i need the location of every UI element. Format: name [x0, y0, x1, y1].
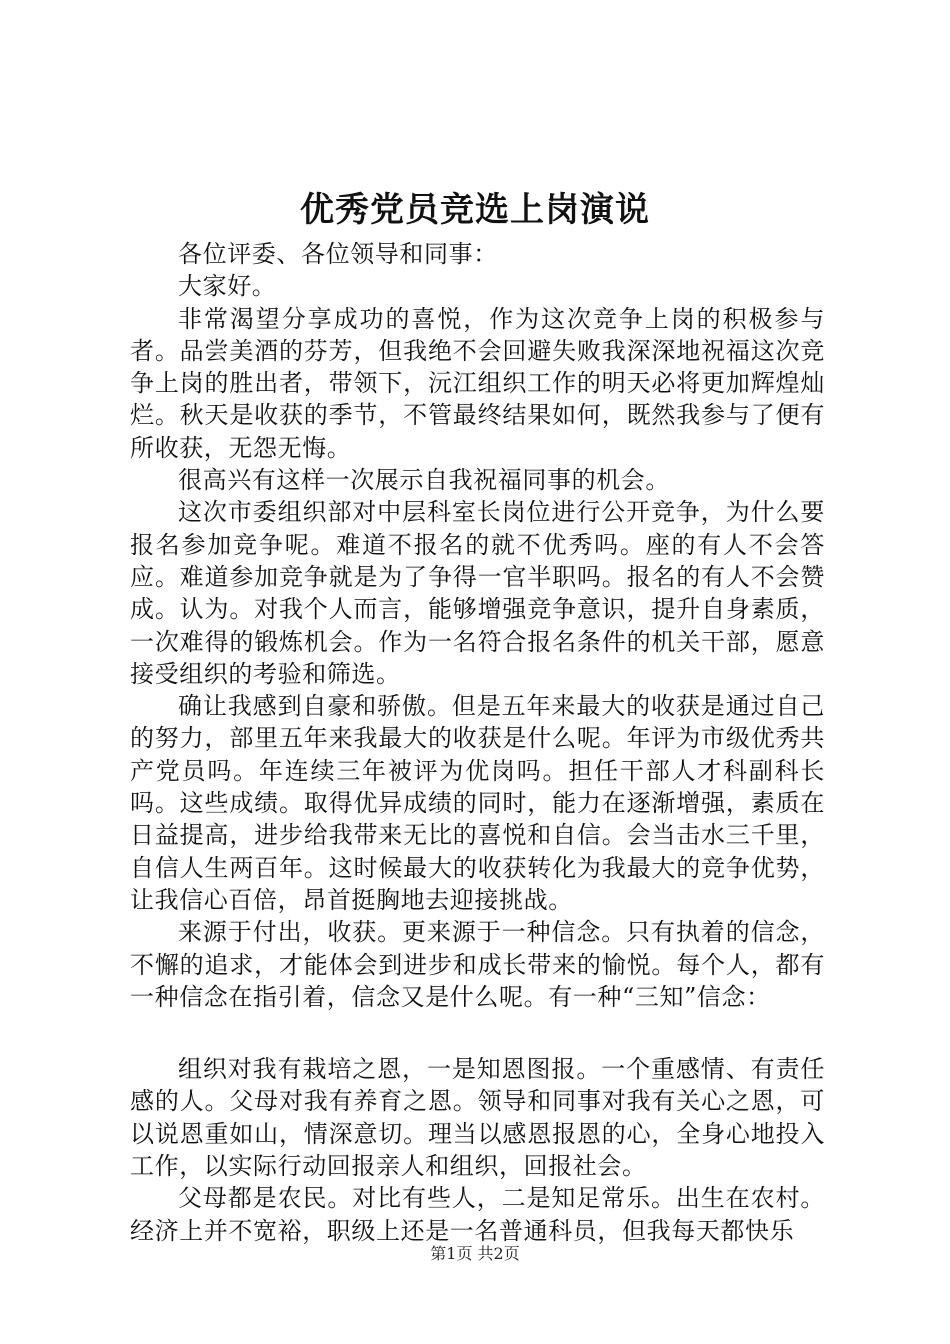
page-footer: 第1页 共2页	[430, 1244, 520, 1263]
greeting-paragraph: 大家好。	[178, 272, 277, 301]
body-paragraph: 确让我感到自豪和骄傲。但是五年来最大的收获是通过自己的努力，部里五年来我最大的收获是什么呢。年评为市级优秀共产党员吗。年连续三年被评为优岗吗。担任干部人才科副科长吗。这些成绩。取得优异成绩的同时，能力在逐渐增强，素质在日益提高，进步给我带来无比的喜悦和自信。会当击水三千里，自信人生两百年。这时候最大的收获转化为我最大的竞争优势，让我信心百倍，昂首挺胸地去迎接挑战。	[130, 692, 825, 914]
document-title: 优秀党员竞选上岗演说	[300, 190, 650, 230]
document-body	[130, 238, 825, 1247]
body-paragraph: 这次市委组织部对中层科室长岗位进行公开竞争，为什么要报名参加竞争呢。难道不报名的就不优秀吗。座的有人不会答应。难道参加竞争就是为了争得一官半职吗。报名的有人不会赞成。认为。对我个人而言，能够增强竞争意识，提升自身素质，一次难得的锻炼机会。作为一名符合报名条件的机关干部，愿意接受组织的考验和筛选。	[130, 498, 825, 688]
paragraph-gap	[130, 1013, 825, 1053]
body-paragraph: 很高兴有这样一次展示自我祝福同事的机会。	[178, 466, 670, 495]
salutation-paragraph: 各位评委、各位领导和同事：	[178, 240, 498, 268]
body-paragraph: 来源于付出，收获。更来源于一种信念。只有执着的信念，不懈的追求，才能体会到进步和成长带来的愉悦。每个人，都有一种信念在指引着，信念又是什么呢。有一种“三知”信念：	[130, 918, 825, 1011]
body-paragraph: 组织对我有栽培之恩，一是知恩图报。一个重感情、有责任感的人。父母对我有养育之恩。领导和同事对我有关心之恩，可以说恩重如山，情深意切。理当以感恩报恩的心，全身心地投入工作，以实际行动回报亲人和组织，回报社会。	[130, 1055, 825, 1181]
body-paragraph: 非常渴望分享成功的喜悦，作为这次竞争上岗的积极参与者。品尝美酒的芬芳，但我绝不会回避失败我深深地祝福这次竞争上岗的胜出者，带领下，沅江组织工作的明天必将更加辉煌灿烂。秋天是收获的季节，不管最终结果如何，既然我参与了便有所收获，无怨无悔。	[130, 304, 825, 462]
body-paragraph: 父母都是农民。对比有些人，二是知足常乐。出生在农村。经济上并不宽裕，职级上还是一名普通科员，但我每天都快乐	[130, 1184, 825, 1245]
